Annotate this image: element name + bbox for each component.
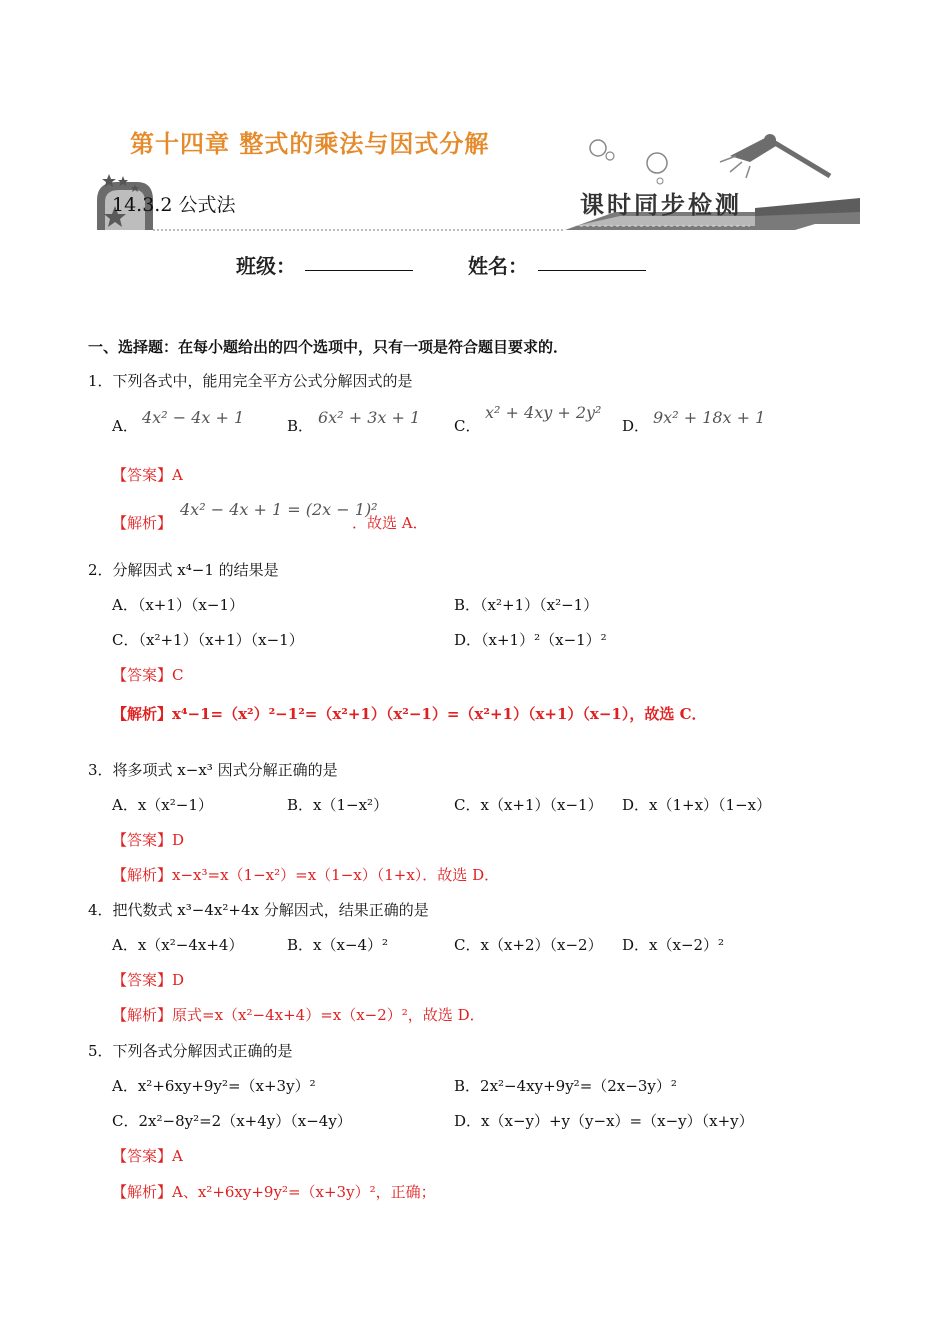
section-title: 14.3.2 公式法 — [112, 194, 236, 216]
class-field[interactable] — [305, 270, 413, 271]
option: D．x（x−2）² — [622, 936, 725, 954]
option-label: A． — [112, 417, 138, 435]
option: D．x（1+x）（1−x） — [622, 796, 772, 814]
option: B．x（1−x²） — [287, 796, 389, 814]
option-label: B． — [287, 417, 314, 435]
option: C．x（x+2）（x−2） — [454, 936, 603, 954]
option-math: x² + 4xy + 2y² — [485, 403, 602, 422]
question-stem: 1．下列各式中，能用完全平方公式分解因式的是 — [88, 372, 413, 390]
analysis-math: 4x² − 4x + 1 = (2x − 1)² — [180, 500, 378, 519]
analysis-tag: 【解析】 — [112, 514, 173, 532]
option-math: 9x² + 18x + 1 — [653, 408, 766, 427]
option: C．x（x+1）（x−1） — [454, 796, 603, 814]
question-stem: 5．下列各式分解因式正确的是 — [88, 1042, 293, 1060]
answer-value: D — [172, 971, 185, 989]
answer-tag: 【答案】 — [112, 831, 173, 849]
answer-tag: 【答案】 — [112, 666, 173, 684]
answer-tag: 【答案】 — [112, 466, 173, 484]
name-field[interactable] — [538, 270, 646, 271]
option: A．x²+6xy+9y²=（x+3y）² — [112, 1077, 316, 1095]
analysis-line: 【解析】x−x³=x（1−x²）=x（1−x）（1+x）．故选 D． — [112, 866, 500, 884]
answer-line — [112, 969, 184, 990]
answer-line — [112, 829, 184, 850]
option: C．2x²−8y²=2（x+4y）（x−4y） — [112, 1112, 352, 1130]
analysis-line: 【解析】A、x²+6xy+9y²=（x+3y）²，正确； — [112, 1183, 436, 1201]
option: A．（x+1）（x−1） — [112, 596, 244, 614]
option: A．x（x²−1） — [112, 796, 213, 814]
option-math: 6x² + 3x + 1 — [318, 408, 421, 427]
option: A．x（x²−4x+4） — [112, 936, 244, 954]
lamp-decoration — [580, 128, 840, 188]
answer-value: A — [172, 1147, 183, 1165]
option: D．x（x−y）+y（y−x）=（x−y）（x+y） — [454, 1112, 754, 1130]
analysis-tail: ．故选 A． — [352, 514, 428, 532]
analysis-line: 【解析】x⁴−1=（x²）²−1²=（x²+1）（x²−1）=（x²+1）（x+1）（x−1），故选 C． — [112, 705, 707, 723]
question-stem: 2．分解因式 x⁴−1 的结果是 — [88, 561, 279, 579]
chapter-title: 第十四章 整式的乘法与因式分解 — [130, 130, 490, 158]
option: D．（x+1）²（x−1）² — [454, 631, 607, 649]
answer-value: D — [172, 831, 185, 849]
option: B．（x²+1）（x²−1） — [454, 596, 599, 614]
option-label: C． — [454, 417, 481, 435]
answer-line — [112, 664, 184, 685]
class-label: 班级： — [236, 254, 296, 278]
question-stem: 4．把代数式 x³−4x²+4x 分解因式，结果正确的是 — [88, 901, 429, 919]
answer-value: A — [172, 466, 183, 484]
answer-line — [112, 464, 183, 485]
option-math: 4x² − 4x + 1 — [142, 408, 245, 427]
option: B．2x²−4xy+9y²=（2x−3y）² — [454, 1077, 677, 1095]
analysis-line: 【解析】原式=x（x²−4x+4）=x（x−2）²，故选 D． — [112, 1006, 485, 1024]
banner-title: 课时同步检测 — [580, 190, 742, 219]
answer-value: C — [172, 666, 184, 684]
answer-line — [112, 1145, 183, 1166]
question-stem: 3．将多项式 x−x³ 因式分解正确的是 — [88, 761, 338, 779]
option-label: D． — [622, 417, 650, 435]
name-label: 姓名： — [468, 254, 528, 278]
option: B．x（x−4）² — [287, 936, 389, 954]
option: C．（x²+1）（x+1）（x−1） — [112, 631, 304, 649]
answer-tag: 【答案】 — [112, 971, 173, 989]
answer-tag: 【答案】 — [112, 1147, 173, 1165]
part-heading: 一、选择题：在每小题给出的四个选项中，只有一项是符合题目要求的． — [88, 338, 569, 356]
